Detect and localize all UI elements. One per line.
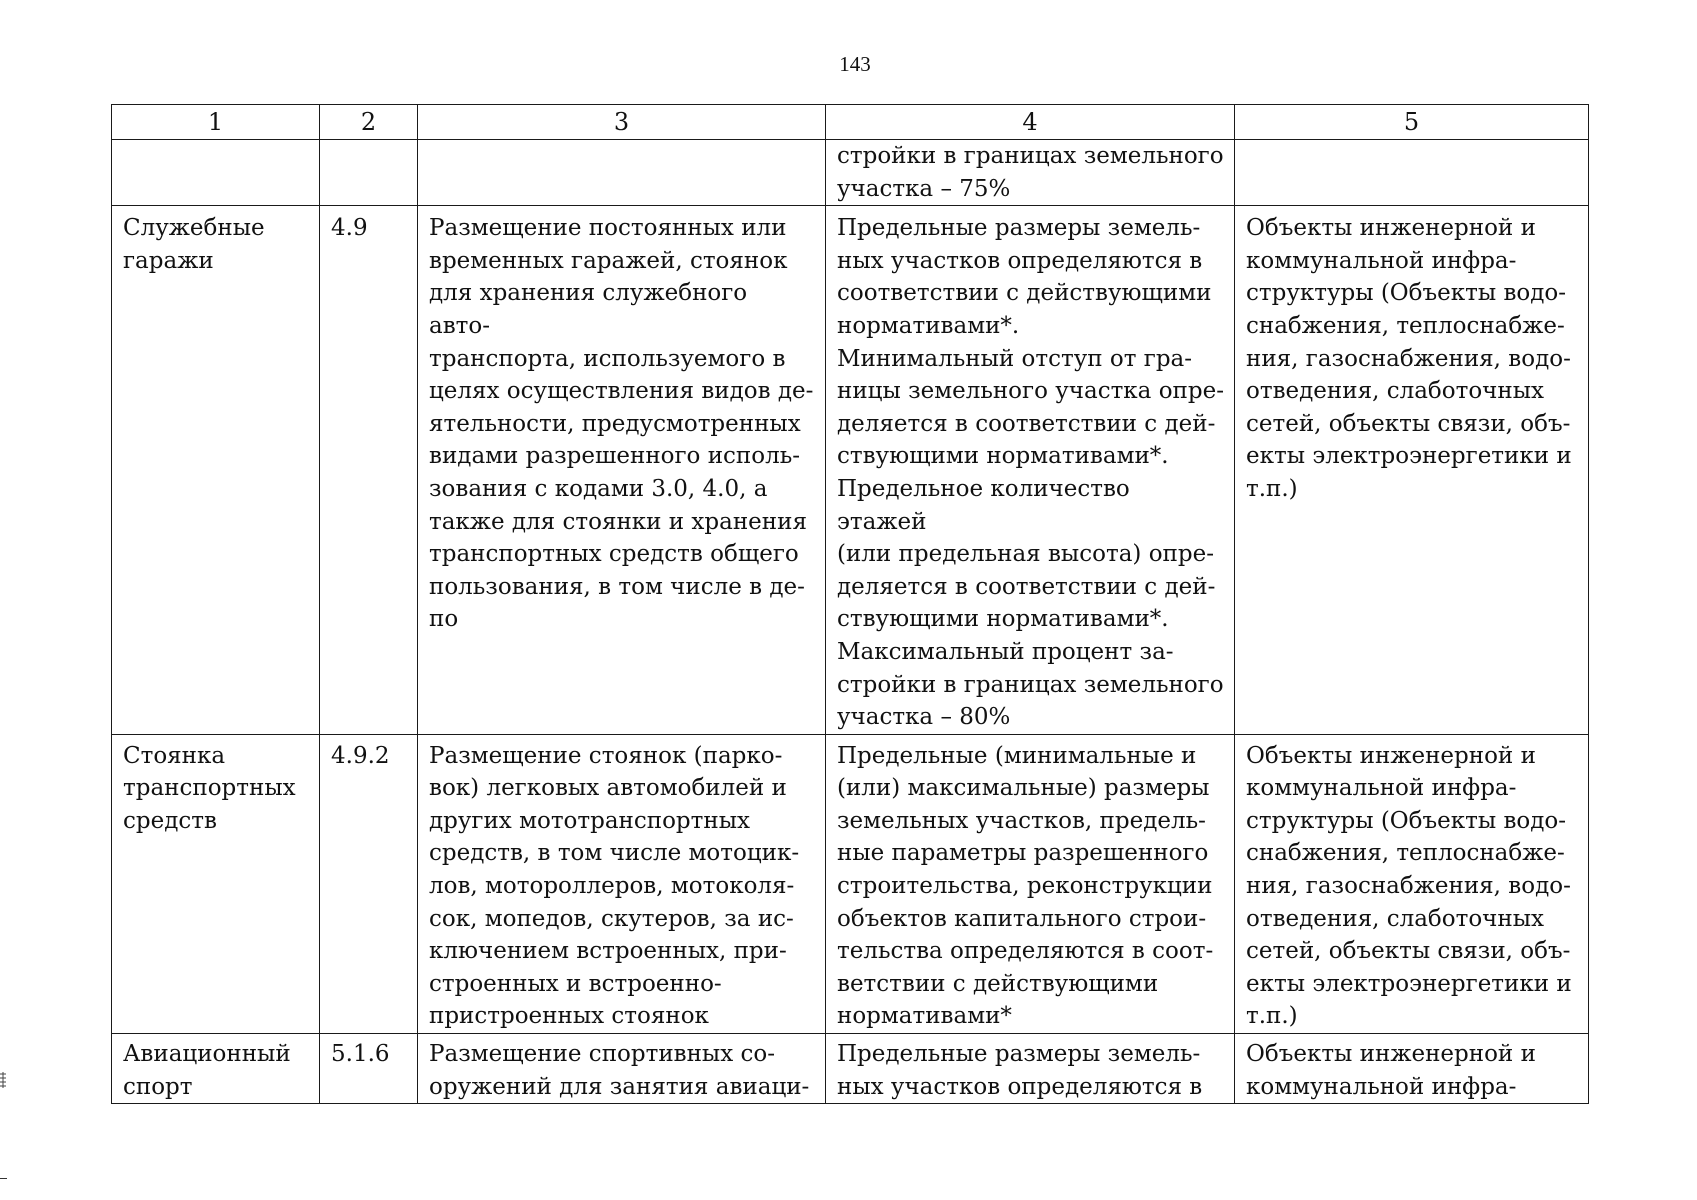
use-description-cell: Размещение постоянных или временных гаражей, стоянок для хранения служебного авто- транспорта, используемого в целях осуществления видов де- ятельности, предусмотренных видами разрешенного исполь- зования с кодами 3.0, 4.0, а также для стоянки и хранения транспортных средств общего пользования, в том числе в де- по: [418, 206, 826, 735]
parameters-cell: Предельные размеры земель- ных участков определяются в соответствии с действующими нормативами*. Минимальный отступ от гра- ницы земельного участка опре- деляется в соответствии с дей- ствующими нормативами*. Предельное количество этажей (или предельная высота) опре- деляется в соответствии с дей- ствующими нормативами*. Максимальный процент за- стройки в границах земельного участка – 80%: [826, 206, 1235, 735]
use-name-cell: Авиационный спорт: [112, 1034, 320, 1104]
table-row-continuation: [112, 140, 1589, 206]
use-code-cell: 4.9: [320, 206, 418, 735]
parameters-cell: стройки в границах земельного участка – 75%: [826, 140, 1235, 206]
scan-edge-dash: [0, 1178, 7, 1179]
use-code-cell: 4.9.2: [320, 734, 418, 1033]
use-code-cell: [320, 140, 418, 206]
scan-mark-icon: [0, 1072, 8, 1092]
infrastructure-cell: [1235, 140, 1589, 206]
header-cell-4: 4: [826, 105, 1235, 140]
header-cell-3: 3: [418, 105, 826, 140]
infrastructure-cell: Объекты инженерной и коммунальной инфра- структуры (Объекты водо- снабжения, теплоснабже- ния, газоснабжения, водо- отведения, слаботочных сетей, объекты связи, объ- екты электроэнергетики и т.п.): [1235, 206, 1589, 735]
use-code-cell: 5.1.6: [320, 1034, 418, 1104]
table-header: [112, 105, 1589, 140]
header-cell-2: 2: [320, 105, 418, 140]
table-row-service-garages: [112, 206, 1589, 735]
table-row-vehicle-parking: [112, 734, 1589, 1033]
header-cell-5: 5: [1235, 105, 1589, 140]
parameters-cell: Предельные (минимальные и (или) максимальные) размеры земельных участков, предель- ные параметры разрешенного строительства, реконструкции объектов капитального строи- тельства определяются в соот- ветствии с действующими нормативами*: [826, 734, 1235, 1033]
use-name-cell: Служебные гаражи: [112, 206, 320, 735]
page-number: 143: [839, 52, 871, 76]
parameters-cell: Предельные размеры земель- ных участков определяются в: [826, 1034, 1235, 1104]
use-description-cell: Размещение спортивных со- оружений для занятия авиаци-: [418, 1034, 826, 1104]
use-name-cell: Стоянка транспортных средств: [112, 734, 320, 1033]
use-description-cell: [418, 140, 826, 206]
table-row-aviation-sport: [112, 1034, 1589, 1104]
header-row: [112, 105, 1589, 140]
land-use-table: [111, 104, 1589, 1104]
scan-edge-marks: [0, 1072, 8, 1092]
table-body: [112, 140, 1589, 1104]
header-cell-1: 1: [112, 105, 320, 140]
use-name-cell: [112, 140, 320, 206]
use-description-cell: Размещение стоянок (парко- вок) легковых автомобилей и других мототранспортных средств, в том числе мотоцик- лов, мотороллеров, мотоколя- сок, мопедов, скутеров, за ис- ключением встроенных, при- строенных и встроенно- пристроенных стоянок: [418, 734, 826, 1033]
infrastructure-cell: Объекты инженерной и коммунальной инфра- структуры (Объекты водо- снабжения, теплоснабже- ния, газоснабжения, водо- отведения, слаботочных сетей, объекты связи, объ- екты электроэнергетики и т.п.): [1235, 734, 1589, 1033]
infrastructure-cell: Объекты инженерной и коммунальной инфра-: [1235, 1034, 1589, 1104]
